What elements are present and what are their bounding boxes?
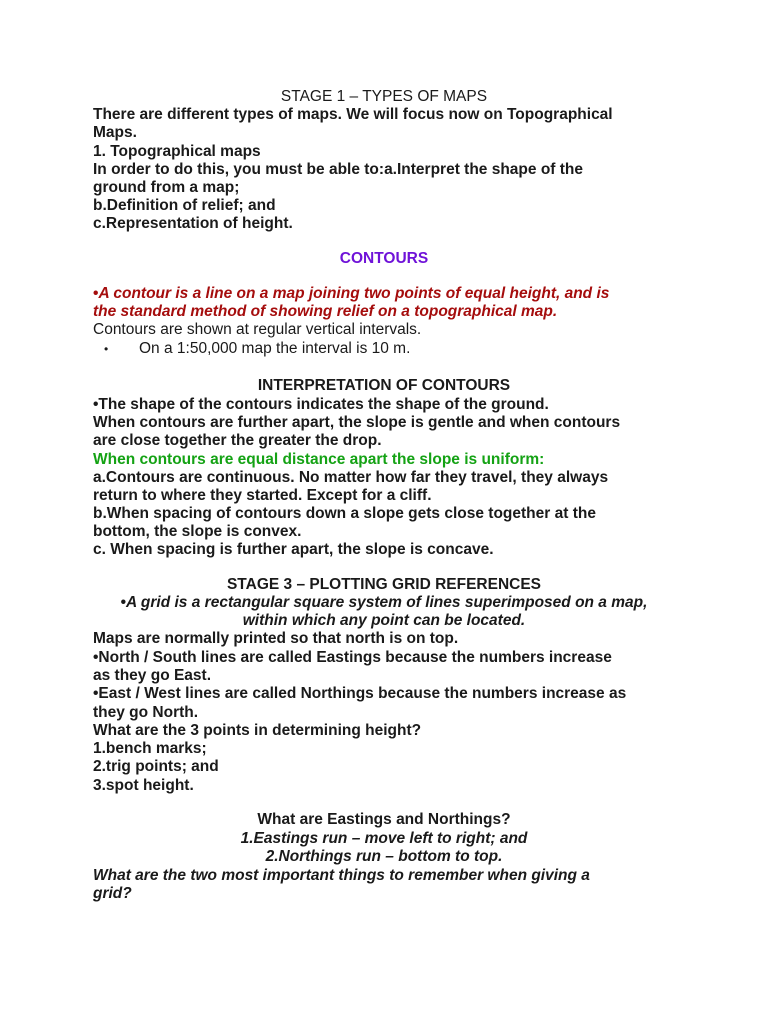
contour-intervals-text: Contours are shown at regular vertical intervals. [93, 321, 422, 338]
northings-answer: 2.Northings run – bottom to top. [265, 848, 503, 865]
grid-question-line-2: grid? [93, 885, 132, 902]
interpretation-heading: INTERPRETATION OF CONTOURS [257, 377, 511, 394]
contour-bullet: • [93, 285, 99, 302]
northings-line-2: they go North. [93, 704, 199, 721]
height-point-2: 2.trig points; and [93, 758, 219, 775]
interpretation-line-1: •The shape of the contours indicates the shape of the ground. [93, 396, 549, 413]
interpretation-line-2: When contours are further apart, the slope is gentle and when contours [93, 414, 621, 431]
grid-bullet: • [120, 594, 126, 611]
stage1-intro-line-2: Maps. [93, 124, 137, 141]
interpretation-uniform-slope: When contours are equal distance apart the slope is uniform: [93, 451, 545, 468]
grid-question-line-1: What are the two most important things to remember when giving a [93, 867, 590, 884]
contour-definition-line-2: the standard method of showing relief on a topographical map. [93, 303, 558, 320]
contour-interval-list-item: On a 1:50,000 map the interval is 10 m. [139, 340, 411, 357]
stage1-title: STAGE 1 – TYPES OF MAPS [280, 88, 488, 105]
stage1-requirement-line-2: ground from a map; [93, 179, 240, 196]
eastings-northings-question: What are Eastings and Northings? [257, 811, 511, 828]
eastings-line-2: as they go East. [93, 667, 212, 684]
stage1-requirement-b: b.Definition of relief; and [93, 197, 276, 214]
north-on-top-text: Maps are normally printed so that north is on top. [93, 630, 459, 647]
interpretation-b-line-1: b.When spacing of contours down a slope gets close together at the [93, 505, 596, 522]
stage1-intro-line-1: There are different types of maps. We will focus now on Topographical [93, 106, 613, 123]
height-point-3: 3.spot height. [93, 777, 194, 794]
interpretation-a-line-2: return to where they started. Except for a cliff. [93, 487, 432, 504]
list-bullet: • [104, 342, 109, 356]
eastings-answer: 1.Eastings run – move left to right; and [240, 830, 528, 847]
contours-heading: CONTOURS [339, 250, 429, 267]
stage1-requirement-line-1: In order to do this, you must be able to:a.Interpret the shape of the [93, 161, 584, 178]
stage1-item-1: 1. Topographical maps [93, 143, 261, 160]
stage3-title: STAGE 3 – PLOTTING GRID REFERENCES [226, 576, 542, 593]
height-points-question: What are the 3 points in determining height? [93, 722, 422, 739]
stage1-requirement-c: c.Representation of height. [93, 215, 293, 232]
grid-definition-line-2: within which any point can be located. [242, 612, 526, 629]
interpretation-a-line-1: a.Contours are continuous. No matter how far they travel, they always [93, 469, 609, 486]
northings-line-1: •East / West lines are called Northings because the numbers increase as [93, 685, 627, 702]
grid-definition-text: A grid is a rectangular square system of lines superimposed on a map, [126, 594, 648, 611]
grid-definition-line-1 [0, 594, 768, 612]
contour-definition-line-1 [93, 285, 609, 303]
interpretation-c-line: c. When spacing is further apart, the slope is concave. [93, 541, 494, 558]
eastings-line-1: •North / South lines are called Eastings because the numbers increase [93, 649, 612, 666]
height-point-1: 1.bench marks; [93, 740, 207, 757]
contour-definition-text: A contour is a line on a map joining two points of equal height, and is [98, 285, 610, 302]
interpretation-line-3: are close together the greater the drop. [93, 432, 382, 449]
interpretation-b-line-2: bottom, the slope is convex. [93, 523, 302, 540]
